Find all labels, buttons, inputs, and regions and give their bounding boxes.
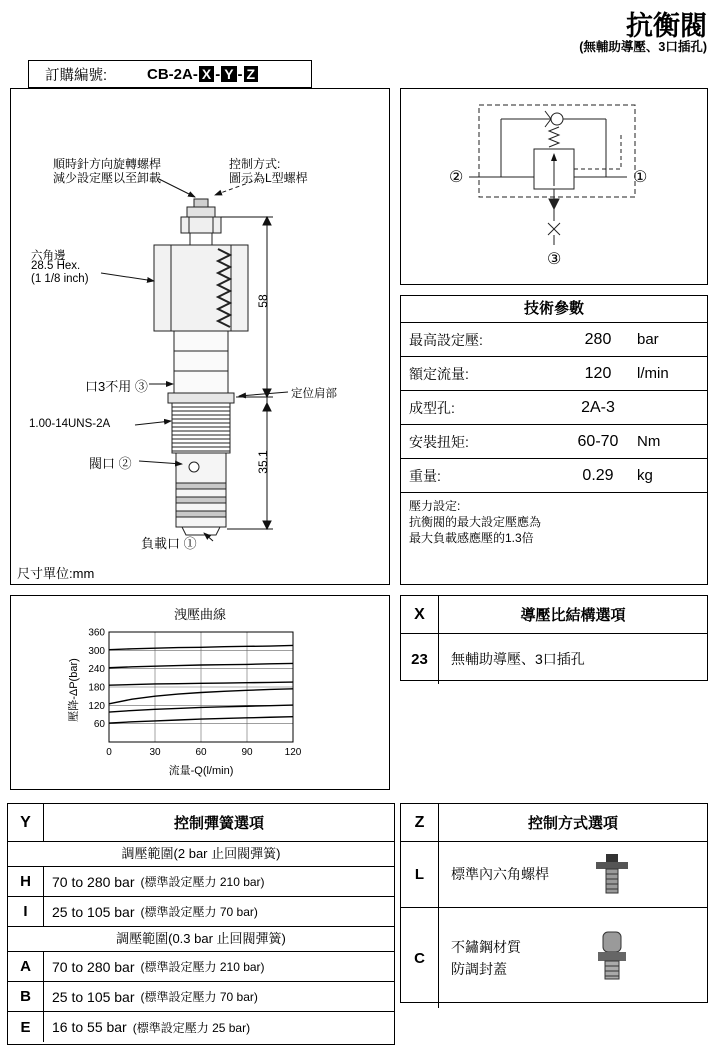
symbol-port1-label: ①	[633, 169, 648, 186]
note-line3: 最大負載感應壓的1.3倍	[409, 531, 534, 546]
x-table-row	[401, 634, 707, 684]
annotation-shoulder: 定位肩部	[291, 388, 337, 400]
spring-range: 25 to 105 bar	[52, 988, 135, 1005]
annotation-rotate-line1: 順時針方向旋轉螺桿	[53, 157, 162, 171]
z-desc-line2: 防調封蓋	[451, 961, 507, 977]
param-unit: bar	[637, 331, 659, 348]
control-style-option-panel	[400, 803, 708, 1003]
svg-text:流量-Q(l/min): 流量-Q(l/min)	[168, 765, 234, 777]
y-table-key: Y	[8, 804, 44, 841]
leak-curve-panel	[10, 595, 390, 790]
annotation-hex-line2: 28.5 Hex.	[31, 260, 81, 272]
spring-range: 70 to 280 bar	[52, 958, 135, 975]
spring-standard: (標準設定壓力 70 bar)	[140, 990, 258, 1004]
spring-group-2-header: 調壓範圍(0.3 bar 止回閥彈簧)	[8, 927, 394, 952]
annotation-port1: 負載口 ①	[141, 536, 197, 551]
x-table-key: X	[401, 596, 439, 633]
x-option-desc: 無輔助導壓、3口插孔	[451, 651, 585, 667]
z-table-key: Z	[401, 804, 439, 841]
param-label: 額定流量:	[409, 365, 469, 382]
order-label: 訂購編號:	[45, 67, 108, 84]
param-row-torque	[401, 425, 707, 459]
param-label: 重量:	[409, 467, 441, 484]
leak-curve-chart	[11, 622, 389, 789]
z-option-code: C	[401, 908, 439, 1008]
z-option-desc	[439, 908, 587, 1008]
annotation-rotate-line2: 減少設定壓以至卸載	[53, 171, 162, 185]
pilot-ratio-option-panel	[400, 595, 708, 681]
param-unit: l/min	[637, 365, 669, 382]
svg-text:壓降-ΔP(bar): 壓降-ΔP(bar)	[68, 658, 80, 722]
param-row-rated-flow	[401, 357, 707, 391]
dimension-unit-note: 尺寸單位:mm	[17, 566, 95, 581]
dimension-58: 58	[256, 294, 270, 308]
svg-text:240: 240	[88, 664, 105, 676]
parameters-title: 技術參數	[401, 296, 707, 323]
svg-text:30: 30	[149, 747, 161, 758]
y-table-title: 控制彈簧選項	[173, 815, 264, 832]
spring-text	[44, 982, 394, 1011]
param-value: 120	[584, 364, 612, 382]
x-option-code: 23	[401, 634, 439, 684]
z-option-code: L	[401, 842, 439, 907]
order-code-sep1: -	[215, 65, 221, 83]
spring-text	[44, 952, 394, 981]
annotation-thread: 1.00-14UNS-2A	[29, 418, 111, 430]
annotation-hex-line3: (1 1/8 inch)	[31, 273, 89, 285]
annotation-control-line1: 控制方式:	[229, 157, 281, 171]
spring-standard: (標準設定壓力 210 bar)	[140, 960, 265, 974]
z-table-title: 控制方式選項	[527, 815, 618, 832]
z-row-C	[401, 908, 707, 1008]
svg-text:90: 90	[241, 747, 253, 758]
spring-code: A	[8, 952, 44, 981]
x-table-header	[401, 596, 707, 634]
z-desc-line1: 不鏽鋼材質	[451, 939, 521, 955]
order-code-x-badge: X	[199, 66, 214, 82]
param-label: 最高設定壓:	[409, 331, 483, 348]
svg-text:180: 180	[88, 682, 105, 694]
spring-code: B	[8, 982, 44, 1011]
param-unit: kg	[637, 467, 653, 484]
param-row-cavity	[401, 391, 707, 425]
annotation-hex-line1: 六角邊	[31, 250, 66, 262]
annotation-port2: 閥口 ②	[89, 456, 132, 471]
order-code	[147, 66, 259, 83]
svg-text:300: 300	[88, 645, 105, 657]
spring-range: 16 to 55 bar	[52, 1019, 127, 1035]
order-code-prefix: CB-2A-	[147, 65, 198, 83]
spring-code: E	[8, 1012, 44, 1042]
spring-standard: (標準設定壓力 25 bar)	[132, 1020, 251, 1035]
spring-standard: (標準設定壓力 210 bar)	[140, 875, 265, 889]
pressure-setting-note	[401, 493, 707, 552]
z-option-desc	[439, 842, 587, 907]
symbol-port2-label: ②	[449, 169, 464, 186]
control-spring-option-panel	[7, 803, 395, 1045]
spring-row-B	[8, 982, 394, 1012]
x-table-title: 導壓比結構選項	[520, 607, 626, 624]
param-row-max-pressure	[401, 323, 707, 357]
order-code-y-badge: Y	[221, 66, 236, 82]
order-code-sep2: -	[237, 65, 243, 83]
z-desc-line1: 標準內六角螺桿	[451, 865, 549, 882]
spring-group-1-header: 調壓範圍(2 bar 止回閥彈簧)	[8, 842, 394, 867]
param-value: 280	[584, 330, 612, 348]
page-subtitle: (無輔助導壓、3口插孔)	[579, 40, 707, 54]
svg-text:360: 360	[88, 627, 105, 639]
param-value: 0.29	[582, 466, 614, 484]
z-row-L	[401, 842, 707, 908]
valve-drawing-panel	[10, 88, 390, 585]
param-label: 安裝扭矩:	[409, 433, 469, 450]
z-table-header	[401, 804, 707, 842]
annotation-control-line2: 圖示為L型螺桿	[229, 171, 308, 185]
spring-text	[44, 897, 394, 926]
spring-row-I	[8, 897, 394, 927]
order-code-z-badge: Z	[244, 66, 259, 82]
svg-text:60: 60	[93, 719, 105, 731]
spring-row-E	[8, 1012, 394, 1042]
spring-range: 70 to 280 bar	[52, 873, 135, 890]
spring-row-H	[8, 867, 394, 897]
page-title: 抗衡閥	[626, 11, 707, 41]
param-row-weight	[401, 459, 707, 493]
spring-code: H	[8, 867, 44, 896]
note-line2: 抗衡閥的最大設定壓應為	[409, 515, 542, 530]
dimension-35-1: 35.1	[256, 450, 270, 474]
technical-parameters-panel	[400, 295, 708, 585]
annotation-port3: 口3不用 ③	[85, 379, 148, 394]
param-label: 成型孔:	[409, 399, 455, 416]
y-table-header	[8, 804, 394, 842]
svg-text:60: 60	[195, 747, 207, 758]
svg-text:120: 120	[88, 700, 105, 712]
svg-text:120: 120	[284, 747, 302, 758]
spring-range: 25 to 105 bar	[52, 903, 135, 920]
chart-title: 洩壓曲線	[173, 607, 226, 622]
hydraulic-symbol-panel	[400, 88, 708, 285]
spring-standard: (標準設定壓力 70 bar)	[140, 905, 258, 919]
param-value: 2A-3	[581, 398, 615, 416]
spring-text	[44, 867, 394, 896]
param-value: 60-70	[577, 432, 619, 450]
spring-code: I	[8, 897, 44, 926]
symbol-port3-label: ③	[547, 251, 562, 268]
spring-text	[44, 1012, 394, 1042]
hex-socket-screw-icon	[587, 842, 707, 907]
note-line1: 壓力設定:	[409, 499, 461, 513]
spring-row-A	[8, 952, 394, 982]
order-number-box	[28, 60, 312, 88]
svg-text:0: 0	[106, 747, 112, 758]
param-unit: Nm	[637, 433, 661, 450]
tamper-proof-cap-icon	[587, 908, 707, 1008]
